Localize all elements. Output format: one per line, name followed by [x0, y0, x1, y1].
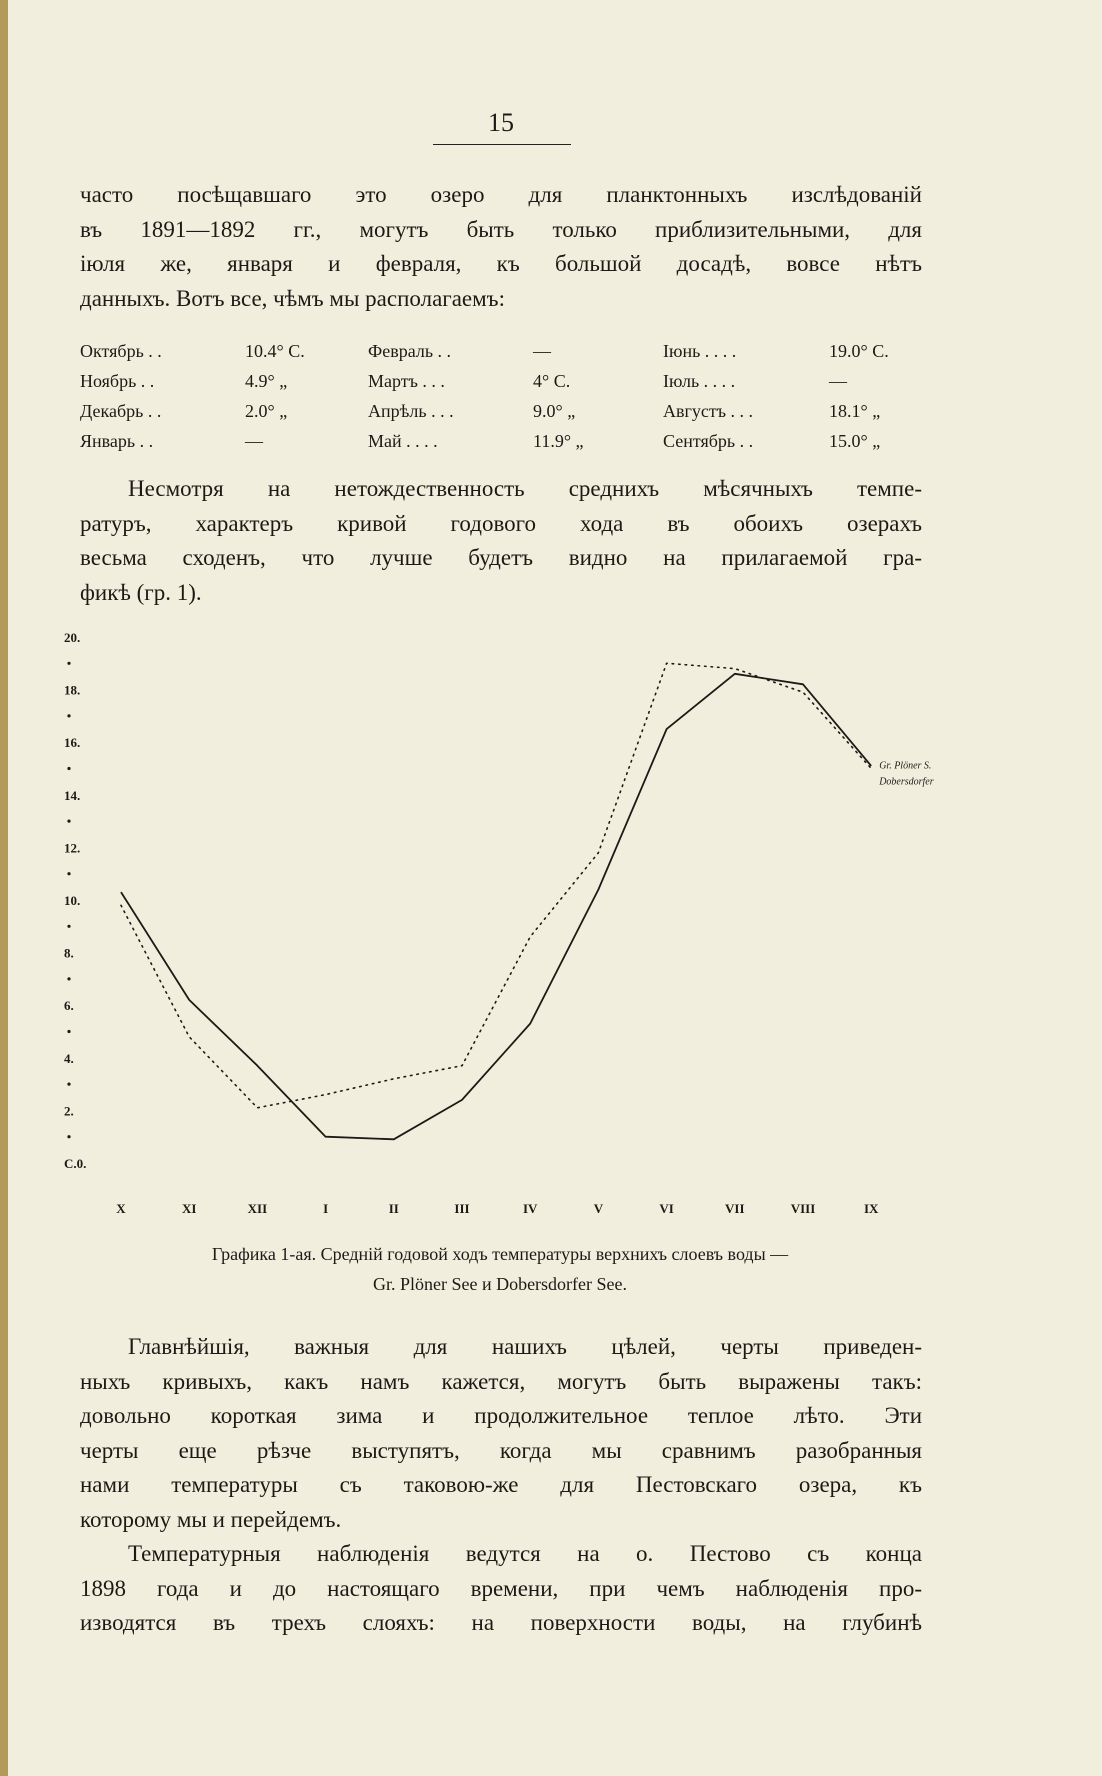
y-tick-dot: [67, 1083, 70, 1086]
text-line: которому мы и перейдемъ.: [80, 1506, 342, 1532]
temperature-graph: [60, 620, 960, 1220]
figure-caption: Графика 1-ая. Среднiй годовой ходъ температуры верхнихъ слоевъ воды —: [211, 1244, 789, 1264]
temperature-row: [80, 336, 340, 366]
text-line: черты еще рѣзче выступятъ, когда мы сравнимъ разобранныя: [80, 1437, 922, 1463]
temperature-row: [368, 336, 628, 366]
x-tick-label: VIII: [790, 1201, 816, 1216]
temperature-row: [80, 426, 340, 456]
month-temperature: 11.9° „: [533, 431, 584, 451]
temperature-row: [368, 426, 628, 456]
x-tick-label: V: [593, 1201, 604, 1216]
y-tick-dot: [67, 977, 70, 980]
temperature-row: [663, 426, 963, 456]
paragraph-2: [80, 472, 922, 610]
text-line: фикѣ (гр. 1).: [80, 579, 202, 605]
y-tick-dot: [67, 767, 70, 770]
series-line-dotted: [121, 663, 871, 1108]
paragraph-4: [80, 1537, 922, 1641]
month-temperature: 9.0° „: [533, 401, 576, 421]
text-line: Главнѣйшія, важныя для нашихъ цѣлей, черты приведен-: [128, 1334, 922, 1359]
x-tick-label: II: [388, 1201, 399, 1216]
month-name: Мартъ . . .: [368, 371, 445, 391]
month-temperature: 18.1° „: [829, 401, 881, 421]
x-tick-label: VII: [725, 1201, 745, 1216]
temperature-column: [368, 336, 628, 456]
paragraph-1: [80, 178, 922, 316]
month-name: Октябрь . .: [80, 341, 162, 361]
temperature-column: [80, 336, 340, 456]
x-tick-label: IX: [863, 1201, 879, 1216]
y-tick-dot: [67, 662, 70, 665]
y-tick-label: 10.: [64, 893, 81, 908]
x-tick-label: VI: [659, 1201, 674, 1216]
x-tick-label: IV: [522, 1201, 538, 1216]
month-name: Декабрь . .: [80, 401, 162, 421]
temperature-row: [368, 366, 628, 396]
page-edge: [0, 0, 8, 1776]
x-tick-label: III: [454, 1201, 470, 1216]
month-temperature: 19.0° С.: [829, 341, 889, 361]
y-tick-label: 4.: [64, 1050, 74, 1066]
x-tick-label: I: [323, 1201, 329, 1216]
temperature-row: [368, 396, 628, 426]
y-tick-dot: [67, 872, 70, 875]
month-temperature: 4.9° „: [245, 371, 288, 391]
temperature-row: [80, 396, 340, 426]
month-name: Іюль . . . .: [663, 371, 736, 391]
page-number: 15: [488, 108, 514, 137]
temperature-row: [80, 366, 340, 396]
text-line: Температурныя наблюденія ведутся на о. Пестово съ конца: [128, 1541, 922, 1566]
month-temperature: 15.0° „: [829, 431, 881, 451]
y-tick-label: 6.: [64, 998, 74, 1014]
text-line: часто посѣщавшаго это озеро для планктонныхъ изслѣдованій: [80, 182, 922, 207]
series-line-solid: [121, 674, 871, 1140]
month-temperature: 4° С.: [533, 371, 571, 391]
y-tick-label: 16.: [64, 735, 81, 751]
y-tick-dot: [67, 1030, 70, 1033]
text-line: довольно короткая зима и продолжительное теплое лѣто. Эти: [80, 1403, 922, 1428]
month-temperature: 10.4° С.: [245, 341, 305, 361]
y-tick-dot: [67, 714, 70, 717]
text-line: Несмотря на нетождественность среднихъ мѣсячныхъ темпе-: [128, 476, 922, 501]
month-name: Іюнь . . . .: [663, 341, 737, 361]
series-label: Dobersdorfer: [879, 776, 934, 788]
y-tick-dot: [67, 925, 70, 928]
paragraph-3: [80, 1330, 922, 1537]
temperature-row: [663, 336, 963, 366]
month-temperature: —: [829, 371, 847, 391]
temperature-column: [663, 336, 963, 456]
temperature-chart-svg: [60, 620, 960, 1220]
y-tick-dot: [67, 820, 70, 823]
y-tick-label: 2.: [64, 1103, 74, 1119]
y-tick-label: 12.: [64, 840, 81, 856]
y-tick-label: 18.: [64, 682, 81, 698]
y-tick-label: C.0.: [64, 1156, 87, 1171]
month-name: Май . . . .: [368, 431, 438, 451]
month-name: Августъ . . .: [663, 401, 754, 421]
text-line: ныхъ кривыхъ, какъ намъ кажется, могутъ быть выражены такъ:: [80, 1368, 922, 1394]
text-line: 1898 года и до настоящаго времени, при чемъ наблюденія про-: [80, 1575, 922, 1601]
y-tick-label: 8.: [64, 945, 74, 961]
text-line: данныхъ. Вотъ все, чѣмъ мы располагаемъ:: [80, 285, 505, 311]
month-name: Январь . .: [80, 431, 154, 451]
temperature-row: [663, 396, 963, 426]
y-tick-label: 20.: [64, 630, 81, 645]
month-temperature: —: [245, 431, 263, 451]
x-tick-label: X: [116, 1201, 126, 1216]
text-line: весьма сходенъ, что лучше будетъ видно на прилагаемой гра-: [80, 545, 922, 570]
text-line: нами температуры съ таковою-же для Пестовскаго озера, къ: [80, 1472, 922, 1497]
temperature-table: [80, 336, 960, 456]
month-temperature: —: [533, 341, 551, 361]
x-tick-label: XII: [247, 1201, 268, 1216]
text-line: ратуръ, характеръ кривой годового хода въ обоихъ озерахъ: [80, 510, 922, 536]
series-label: Gr. Plöner S.: [879, 760, 932, 772]
month-temperature: 2.0° „: [245, 401, 288, 421]
y-tick-label: 14.: [64, 787, 81, 803]
figure-caption-lakes: Gr. Plöner See и Dobersdorfer See.: [372, 1274, 628, 1294]
month-name: Сентябрь . .: [663, 431, 754, 451]
month-name: Ноябрь . .: [80, 371, 155, 391]
text-line: іюля же, января и февраля, къ большой досадѣ, вовсе нѣтъ: [80, 251, 922, 276]
page-number-rule: [433, 144, 571, 145]
temperature-row: [663, 366, 963, 396]
month-name: Апрѣль . . .: [368, 401, 454, 421]
month-name: Февраль . .: [368, 341, 452, 361]
text-line: въ 1891—1892 гг., могутъ быть только приблизительными, для: [80, 216, 922, 242]
x-tick-label: XI: [181, 1201, 197, 1216]
y-tick-dot: [67, 1135, 70, 1138]
text-line: изводятся въ трехъ слояхъ: на поверхности воды, на глубинѣ: [80, 1610, 922, 1635]
